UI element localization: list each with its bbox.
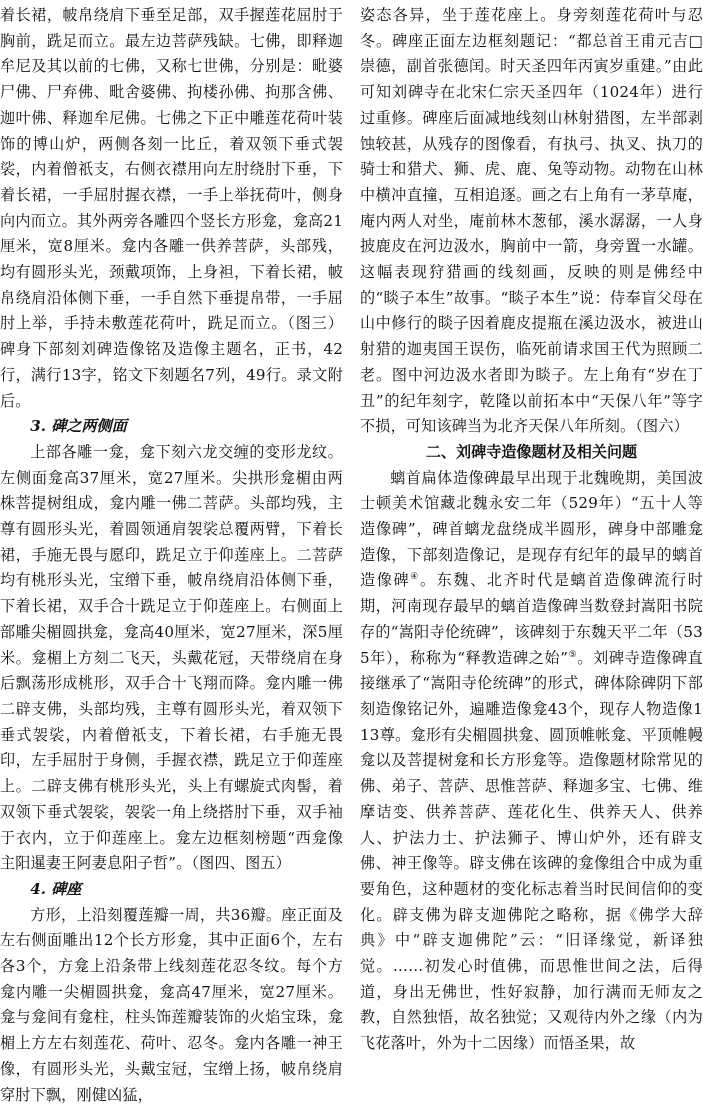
footnote-marker: ⑤ [568,649,578,660]
body-paragraph: 上部各雕一龛，龛下刻六龙交缠的变形龙纹。左侧面龛高37厘米，宽27厘米。尖拱形龛楣由两株菩提树组成，龛内雕一佛二菩萨。头部均残，主尊有圆形头光，着圆领通肩袈裟总覆两臂，下着长裙，手施无畏与愿印，跣足立于仰莲座上。二菩萨均有桃形头光，宝缯下垂，帔帛绕肩沿体侧下垂，下着长裙，双手合十跣足立于仰莲座上。右侧面上部雕尖楣圆拱龛，龛高40厘米，宽27厘米，深5厘米。龛楣上方刻二飞天，头戴花冠，天带绕肩在身后飘荡形成桃形，双手合十飞翔而降。龛内雕一佛二辟支佛，头部均残，主尊有圆形头光，着双领下垂式袈裟，内着僧祇支，下着长裙，右手施无畏印，左手屈肘于身侧，手握衣襟，跣足立于仰莲座上。二辟支佛有桃形头光，头上有螺旋式肉髻，着双领下垂式袈裟，袈裟一角上绕搭肘下垂，双手袖于衣内，立于仰莲座上。龛左边框刻榜题“西龛像主阳暹妻王阿妻息阳子哲”。（图四、图五） [0,442,343,873]
body-paragraph: 姿态各异，坐于莲花座上。身旁刻莲花荷叶与忍冬。碑座正面左边框刻题记：“都总首王甫元吉□崇德，副首张德闰。时天圣四年丙寅岁重建。”由此可知刘碑寺在北宋仁宗天圣四年（1024年）进行过重修。碑座后面减地线刻山林射猎图，左半部剥蚀较甚，从残存的图像看，有执弓、执叉、执刀的骑士和猎犬、狮、虎、鹿、兔等动物。动物在山林中横冲直撞，互相追逐。画之右上角有一茅草庵，庵内两人对坐，庵前林木葱郁，溪水潺潺，一人身披鹿皮在河边汲水，胸前中一箭，身旁置一水罐。这幅表现狩猎画的线刻画，反映的则是佛经中的“睒子本生”故事。“睒子本生”说：侍奉盲父母在山中修行的睒子因着鹿皮提瓶在溪边汲水，被进山射猎的迦夷国王误伤，临死前请求国王代为照顾二老。图中河边汲水者即为睒子。左上角有“岁在丁丑”的纪年刻字，乾隆以前拓本中“天保八年”等字不损，可知该碑当为北齐天保八年所刻。（图六） [360,6,703,436]
section-heading: 4. 碑座 [30,879,82,898]
text-run: 螭首扁体造像碑最早出现于北魏晚期，美国波士顿美术馆藏北魏永安二年（529年）“五十人等造像碑”，碑首螭龙盘绕成半圆形，碑身中部雕龛造像，下部刻造像记，是现存有纪年的最早的螭首造像碑 [360,468,703,590]
body-paragraph: 方形，上沿刻覆莲瓣一周，共36瓣。座正面及左右侧面雕出12个长方形龛，其中正面6个，左右各3个，方龛上沿条带上线刻莲花忍冬纹。每个方龛内雕一尖楣圆拱龛，龛高47厘米，宽27厘米。龛与龛间有龛柱，柱头饰莲瓣装饰的火焰宝珠，龛楣上方左右刻莲花、荷叶、忍冬。龛内各雕一神王像，有圆形头光，头戴宝冠，宝缯上扬，帔帛绕肩穿肘下飘，刚健凶猛， [0,905,343,1104]
section-title: 二、刘碑寺造像题材及相关问题 [425,442,638,461]
body-paragraph: 着长裙，帔帛绕肩下垂至足部，双手握莲花屈肘于胸前，跣足而立。最左边菩萨残缺。七佛，即释迦牟尼及其以前的七佛，又称七世佛，分别是：毗婆尸佛、尸弃佛、毗舍婆佛、拘楼孙佛、拘那含佛、迦叶佛、释迦牟尼佛。七佛之下正中雕莲花荷叶装饰的博山炉，两侧各刻一比丘，着双领下垂式袈裟，内着僧祇支，右侧衣襟用向左肘绕肘下垂，下着长裙，一手屈肘握衣襟，一手上举抚荷叶，侧身向内而立。其外两旁各雕四个竖长方形龛，龛高21厘米，宽8厘米。龛内各雕一供养菩萨，头部残，均有圆形头光，颈戴项饰，上身袒，下着长裙，帔帛绕肩沿体侧下垂，一手自然下垂提帛带，一手屈肘上举，手持未敷莲花荷叶，跣足而立。（图三）碑身下部刻刘碑造像铭及造像主题名，正书，42行，满行13字，铭文下刻题名7列，49行。录文附后。 [0,6,343,410]
section-heading: 3. 碑之两侧面 [30,417,127,436]
text-run: 。刘碑寺造像碑直接继承了“嵩阳寺伦统碑”的形式，碑体除碑阴下部刻造像铭记外，遍雕造像龛43个，现存人物造像113尊。龛形有尖楣圆拱龛、圆顶帷帐龛、平顶帷幔龛以及菩提树龛和长方形龛等。造像题材除常见的佛、弟子、菩萨、思惟菩萨、释迦多宝、七佛、维摩诘变、供养菩萨、莲花化生、供养天人、供养人、护法力士、护法狮子、博山炉外，还有辟支佛、神王像等。辟支佛在该碑的龛像组合中成为重要角色，这种题材的变化标志着当时民间信仰的变化。辟支佛为辟支迦佛陀之略称，据《佛学大辞典》中“辟支迦佛陀”云：“旧译缘觉，新译独觉。……初发心时值佛，而思惟世间之法，后得道，身出无佛世，性好寂静，加行满而无师友之教，自然独悟，故名独觉；又观待内外之缘（内为飞花落叶，外为十二因缘）而悟圣果，故 [360,648,703,1053]
body-paragraph [360,466,703,1057]
footnote-marker: ④ [410,572,420,583]
text-run: 。东魏、北齐时代是螭首造像碑流行时期，河南现存最早的螭首造像碑当数登封嵩阳书院存的“嵩阳寺伦统碑”，该碑刻于东魏天平二年（535年），称称为“释教造碑之始” [360,571,703,667]
left-column [0,3,343,1104]
right-column [360,3,703,1083]
